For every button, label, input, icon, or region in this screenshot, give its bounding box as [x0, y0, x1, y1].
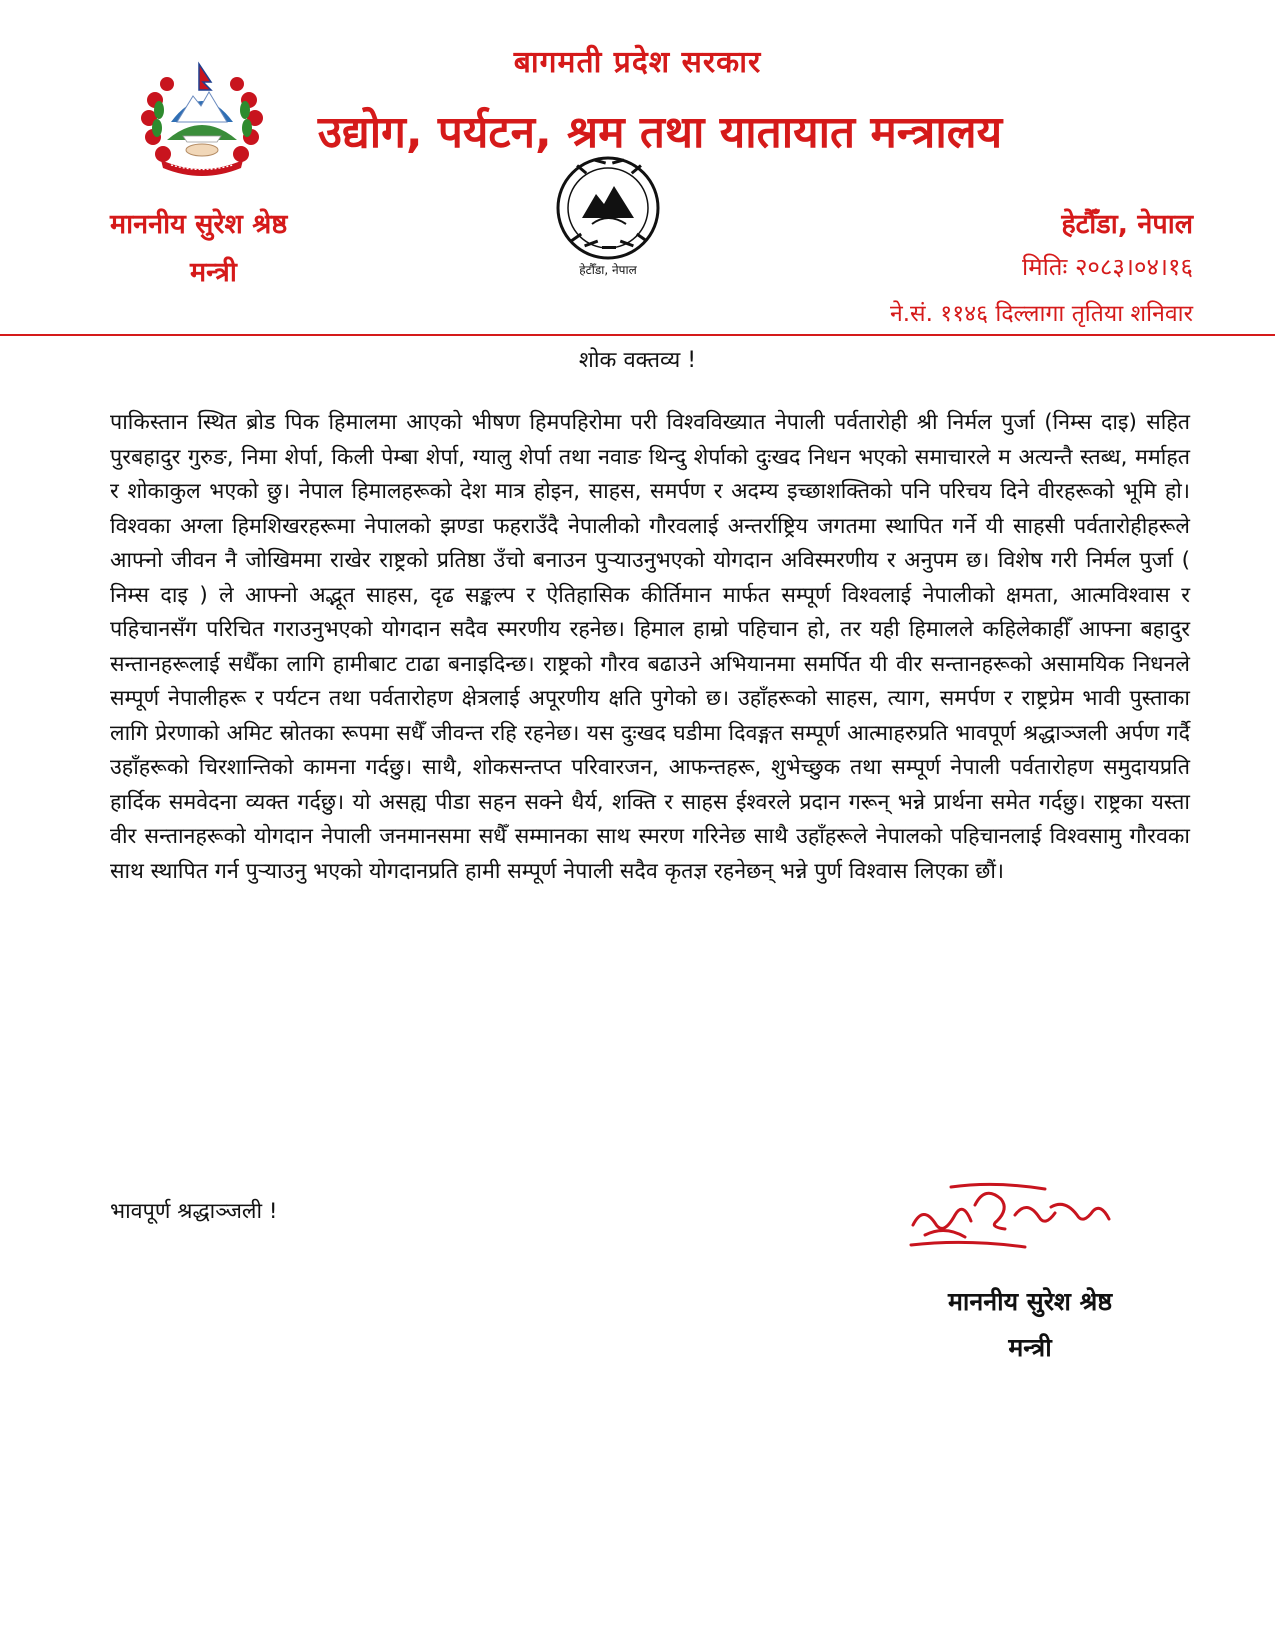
government-name: बागमती प्रदेश सरकार	[513, 45, 762, 80]
minister-name-header: माननीय सुरेश श्रेष्ठ	[110, 209, 288, 240]
closing-line: भावपूर्ण श्रद्धाञ्जली !	[110, 1199, 278, 1224]
document-heading: शोक वक्तव्य !	[578, 348, 697, 373]
office-location: हेटौँडा, नेपाल	[1061, 209, 1193, 240]
seal-caption: हेटौँडा, नेपाल	[579, 263, 637, 277]
document-date: मितिः २०८३।०४।१६	[1022, 253, 1193, 281]
header-divider	[0, 334, 1275, 336]
handwritten-signature	[905, 1165, 1125, 1265]
document-body: पाकिस्तान स्थित ब्रोड पिक हिमालमा आएको भीषण हिमपहिरोमा परी विश्वविख्यात नेपाली पर्वतारोही श्री निर्मल पुर्जा (निम्स दाइ) सहित पुरबहादुर गुरुङ, निमा शेर्पा, किली पेम्बा शेर्पा, ग्यालु शेर्पा तथा नवाङ थिन्दु शेर्पाको दुःखद निधन भएको समाचारले म अत्यन्तै स्तब्ध, मर्माहत र शोकाकुल भएको छु। नेपाल हिमालहरूको देश मात्र होइन, साहस, समर्पण र अदम्य इच्छाशक्तिको पनि परिचय दिने वीरहरूको भूमि हो। विश्वका अग्ला हिमशिखरहरूमा नेपालको झण्डा फहराउँदै नेपालीको गौरवलाई अन्तर्राष्ट्रिय जगतमा स्थापित गर्ने यी साहसी पर्वतारोहीहरूले आफ्नो जीवन नै जोखिममा राखेर राष्ट्रको प्रतिष्ठा उँचो बनाउन पुर्‍याउनुभएको योगदान अविस्मरणीय र अनुपम छ। विशेष गरी निर्मल पुर्जा ( निम्स दाइ ) ले आफ्नो अद्भूत साहस, दृढ सङ्कल्प र ऐतिहासिक कीर्तिमान मार्फत सम्पूर्ण विश्वलाई नेपालीको क्षमता, आत्मविश्वास र पहिचानसँग परिचित गराउनुभएको योगदान सदैव स्मरणीय रहनेछ। हिमाल हाम्रो पहिचान हो, तर यही हिमालले कहिलेकाहीँ आफ्ना बहादुर सन्तानहरूलाई सधैँका लागि हामीबाट टाढा बनाइदिन्छ। राष्ट्रको गौरव बढाउने अभियानमा समर्पित यी वीर सन्तानहरूको असामयिक निधनले सम्पूर्ण नेपालीहरू र पर्यटन तथा पर्वतारोहण क्षेत्रलाई अपूरणीय क्षति पुगेको छ। उहाँहरूको साहस, त्याग, समर्पण र राष्ट्रप्रेम भावी पुस्ताका लागि प्रेरणाको अमिट स्रोतका रूपमा सधैँ जीवन्त रहि रहनेछ। यस दुःखद घडीमा दिवङ्गत सम्पूर्ण आत्माहरुप्रति भावपूर्ण श्रद्धाञ्जली अर्पण गर्दै उहाँहरूको चिरशान्तिको कामना गर्दछु। साथै, शोकसन्तप्त परिवारजन, आफन्तहरू, शुभेच्छुक तथा सम्पूर्ण नेपाली पर्वतारोहण समुदायप्रति हार्दिक समवेदना व्यक्त गर्दछु। यो असह्य पीडा सहन सक्ने धैर्य, शक्ति र साहस ईश्वरले प्रदान गरून् भन्ने प्रार्थना समेत गर्दछु। राष्ट्रका यस्ता वीर सन्तानहरूको योगदान नेपाली जनमानसमा सधैँ सम्मानका साथ स्मरण गरिनेछ साथै उहाँहरूले नेपालको पहिचानलाई विश्वसामु गौरवका साथ स्थापित गर्न पुर्‍याउनु भएको योगदानप्रति हामी सम्पूर्ण नेपाली सदैव कृतज्ञ रहनेछन् भन्ने पुर्ण विश्वास लिएका छौं।	[110, 410, 1190, 884]
nepal-sambat-date: ने.सं. ११४६ दिल्लागा तृतिया शनिवार	[889, 301, 1193, 327]
minister-title-header: मन्त्री	[190, 257, 237, 288]
signatory-title: मन्त्री	[1008, 1333, 1052, 1362]
ministry-seal-icon	[548, 150, 668, 278]
nepal-government-emblem-icon	[137, 60, 267, 178]
signatory-name: माननीय सुरेश श्रेष्ठ	[947, 1287, 1113, 1316]
ministry-name: उद्योग, पर्यटन, श्रम तथा यातायात मन्त्रालय	[317, 107, 1003, 158]
